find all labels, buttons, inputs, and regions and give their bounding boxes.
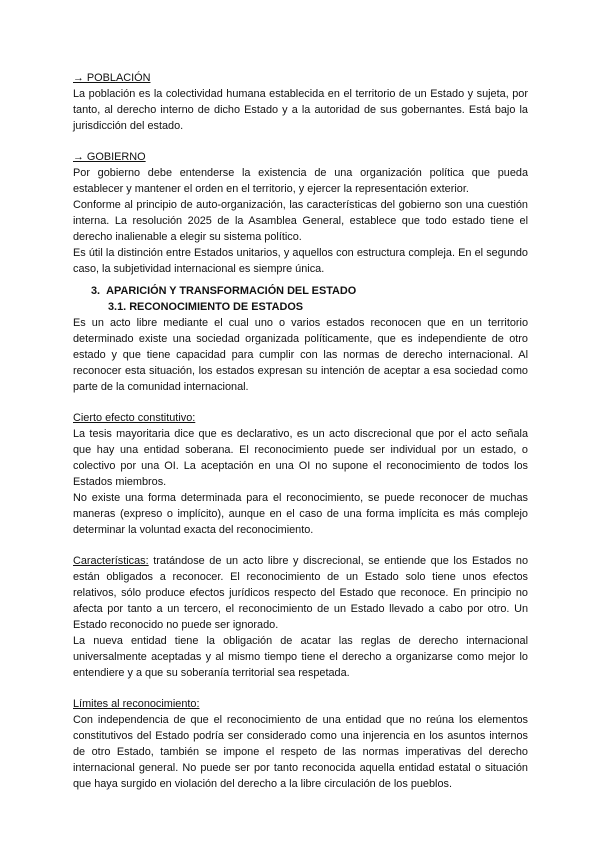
caracteristicas-heading: Características: — [73, 555, 149, 567]
document-body — [73, 70, 528, 792]
spacer — [73, 134, 528, 149]
poblacion-text: La población es la colectividad humana establecida en el territorio de un Estado y sujeta, por tanto, al derecho interno de dicho Estado y a la autoridad de sus gobernantes. Está bajo la jurisdicción del estado. — [73, 88, 528, 132]
gobierno-paragraph-3: Es útil la distinción entre Estados unitarios, y aquellos con estructura compleja. En el segundo caso, la subjetividad internacional es siempre única. — [73, 247, 528, 275]
limites-heading: Límites al reconocimiento: — [73, 698, 200, 710]
caracteristicas-paragraph-2: La nueva entidad tiene la obligación de acatar las reglas de derecho internacional universalmente aceptadas y al mismo tiempo tiene el derecho a organizarse como mejor lo entendiere y a que su soberanía territorial sea respetada. — [73, 635, 528, 679]
section-3-heading — [73, 283, 528, 299]
efecto-paragraph-1: La tesis mayoritaria dice que es declarativo, es un acto discrecional que por el acto señala que hay una entidad soberana. El reconocimiento puede ser individual por un estado, o colectivo por una OI. La aceptación en una OI no supone el reconocimiento de todos los Estados miembros. — [73, 428, 528, 488]
section-3-1-heading: 3.1. RECONOCIMIENTO DE ESTADOS — [108, 301, 304, 313]
spacer — [73, 395, 528, 410]
section-3-number: 3. — [91, 285, 101, 297]
poblacion-heading: → POBLACIÓN — [73, 72, 151, 84]
efecto-paragraph-2: No existe una forma determinada para el reconocimiento, se puede reconocer de muchas maneras (expreso o implícito), aunque en el caso de una forma implícita es más complejo determinar la voluntad exacta del reconocimiento. — [73, 492, 528, 536]
efecto-heading: Cierto efecto constitutivo: — [73, 412, 196, 424]
gobierno-paragraph-2: Conforme al principio de auto-organización, las características del gobierno son una cuestión interna. La resolución 2025 de la Asamblea General, establece que todo estado tiene el derecho inalienable a elegir su sistema político. — [73, 199, 528, 243]
caracteristicas-paragraph-1 — [73, 553, 528, 633]
gobierno-paragraph-1: Por gobierno debe entenderse la existencia de una organización política que pueda establecer y mantener el orden en el territorio, y ejercer la representación exterior. — [73, 167, 528, 195]
reconocimiento-text: Es un acto libre mediante el cual uno o varios estados reconocen que en un territorio determinado existe una sociedad organizada políticamente, que es independiente de otro estado y que tiene capacidad para cumplir con las normas de derecho internacional. Al reconocer esta situación, los estados expresan su intención de aceptar a esa sociedad como parte de la comunidad internacional. — [73, 317, 528, 393]
spacer — [73, 681, 528, 696]
gobierno-heading: → GOBIERNO — [73, 151, 146, 163]
caracteristicas-text: tratándose de un acto libre y discrecional, se entiende que los Estados no están obligados a reconocer. El reconocimiento de un Estado solo tiene unos efectos relativos, sólo produce efectos jurídicos respecto del Estado que reconoce. En principio no afecta por tanto a un tercero, el reconocimiento de un Estado llevado a cabo por otro. Un Estado reconocido no puede ser ignorado. — [73, 555, 528, 631]
limites-text: Con independencia de que el reconocimiento de una entidad que no reúna los elementos constitutivos del Estado podría ser considerado como una injerencia en los asuntos internos de otro Estado, también se impone el respeto de las normas imperativas del derecho internacional general. No puede ser por tanto reconocida aquella entidad estatal o situación que haya surgido en violación del derecho a la libre circulación de los pueblos. — [73, 714, 528, 790]
spacer — [73, 538, 528, 553]
section-3-title: APARICIÓN Y TRANSFORMACIÓN DEL ESTADO — [106, 285, 357, 297]
